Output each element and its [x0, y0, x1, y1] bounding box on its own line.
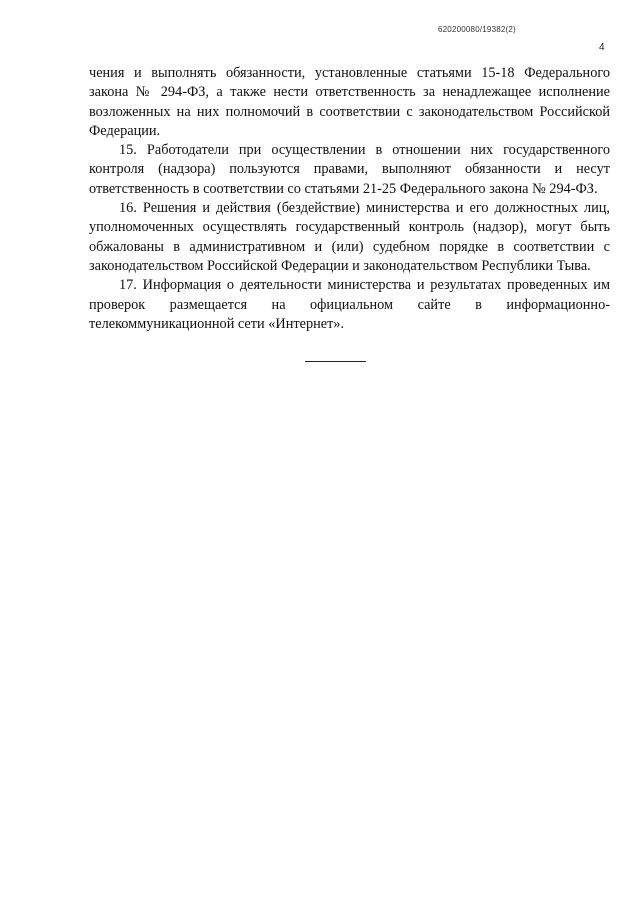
paragraph-16: 16. Решения и действия (бездействие) министерства и его должностных лиц, уполномоченных осуществлять государственный контроль (надзор), могут быть обжалованы в административном и (или) судебном порядке в соответствии с законодательством Российской Федерации и законодательством Республики Тыва. — [89, 200, 610, 274]
document-id: 620200080/19382(2) — [438, 25, 516, 34]
document-body — [89, 64, 610, 334]
page-number: 4 — [599, 42, 605, 53]
paragraph-continuation: чения и выполнять обязанности, установленные статьями 15-18 Федерального закона № 294-ФЗ, а также нести ответственность за ненадлежащее исполнение возложенных на них полномочий в соответствии с законодательством Российской Федерации. — [89, 65, 610, 139]
end-of-document-divider — [305, 361, 366, 362]
paragraph-15: 15. Работодатели при осуществлении в отношении них государственного контроля (надзора) пользуются правами, выполняют обязанности и несут ответственность в соответствии со статьями 21-25 Федерального закона № 294-ФЗ. — [89, 142, 610, 197]
paragraph-17: 17. Информация о деятельности министерства и результатах проведенных им проверок размещается на официальном сайте в информационно-телекоммуникационной сети «Интернет». — [89, 277, 610, 332]
